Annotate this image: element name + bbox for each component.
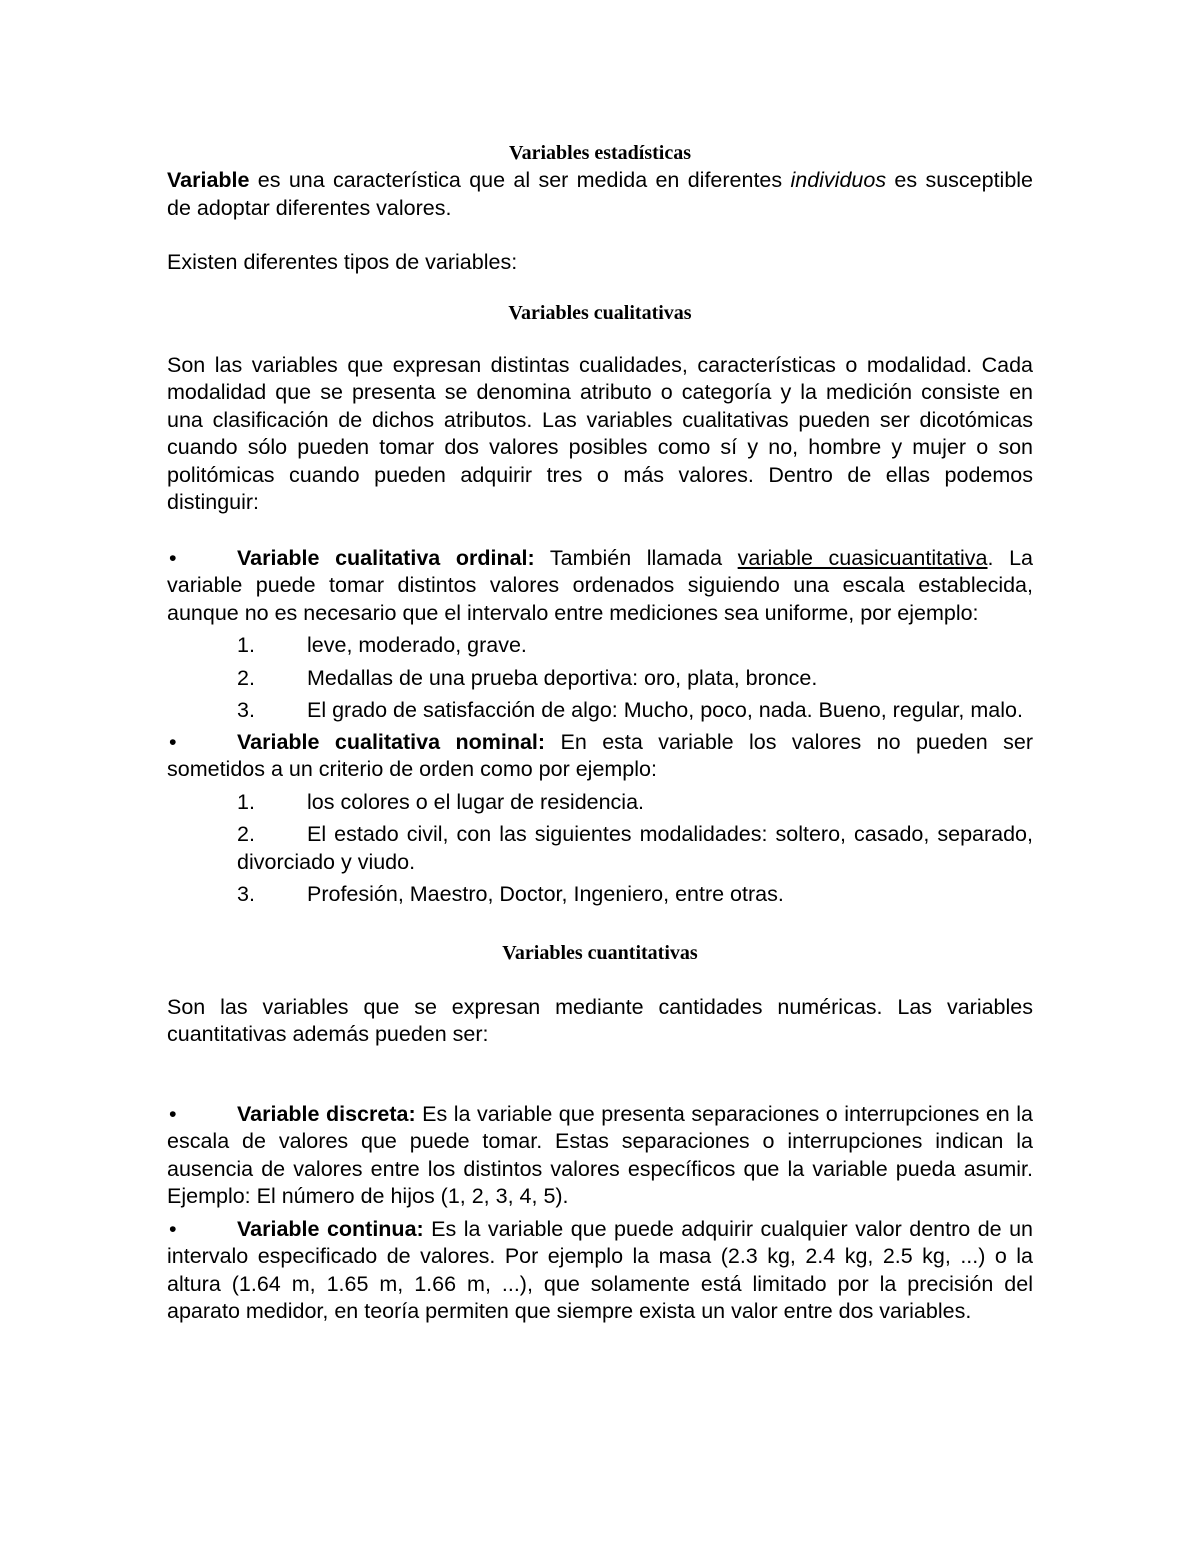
discrete-text: Es la variable que presenta separaciones o interrupciones en la escala de valores que puede tomar. Estas separaciones o interrupciones indican la ausencia de valores entre los distintos valores específicos que la variable pueda asumir. Ejemplo: El número de hijos (1, 2, 3, 4, 5).: [167, 1101, 1033, 1208]
continuous-text: Es la variable que puede adquirir cualquier valor dentro de un intervalo especificado de valores. Por ejemplo la masa (2.3 kg, 2.4 kg, 2.5 kg, ...) o la altura (1.64 m, 1.65 m, 1.66 m, ...), que solamente está limitado por la precisión del aparato medidor, en teoría permiten que siempre exista un valor entre dos variables.: [167, 1216, 1033, 1323]
list-number: 2.: [237, 665, 255, 690]
intro-text-1: es una característica que al ser medida en diferentes: [249, 168, 791, 192]
intro-italic: individuos: [790, 168, 887, 192]
document-page: [167, 0, 1033, 1326]
list-number: 3.: [237, 698, 255, 722]
list-text: El grado de satisfacción de algo: Mucho, poco, nada. Bueno, regular, malo.: [307, 698, 1023, 722]
discrete-term: Variable discreta:: [237, 1101, 416, 1126]
ordinal-example-1: [237, 632, 1033, 660]
bullet-symbol: •: [169, 1216, 177, 1241]
list-number: 1.: [237, 789, 255, 814]
list-number: 2.: [237, 822, 255, 846]
intro-text-2: es susceptible de adoptar diferentes valores.: [167, 168, 1034, 220]
intro-term: Variable: [167, 168, 250, 192]
types-intro: Existen diferentes tipos de variables:: [167, 250, 518, 274]
ordinal-example-3: [237, 697, 1033, 725]
bullet-symbol: •: [169, 1101, 177, 1126]
nominal-example-3: [237, 881, 1033, 909]
list-text: los colores o el lugar de residencia.: [307, 789, 645, 814]
intro-paragraph: [167, 167, 1033, 222]
nominal-example-1: [237, 789, 1033, 817]
ordinal-text-1: También llamada: [534, 545, 738, 570]
list-number: 1.: [237, 633, 255, 657]
bullet-continuous: [167, 1216, 1033, 1326]
list-text: Profesión, Maestro, Doctor, Ingeniero, entre otras.: [307, 882, 784, 906]
qualitative-paragraph: Son las variables que expresan distintas cualidades, características o modalidad. Cada modalidad que se presenta se denomina atributo o categoría y la medición consiste en una clasificación de dichos atributos. Las variables cualitativas pueden ser dicotómicas cuando sólo pueden tomar dos valores posibles como sí y no, hombre y mujer o son politómicas cuando pueden adquirir tres o más valores. Dentro de ellas podemos distinguir:: [167, 352, 1033, 514]
nominal-example-2: [237, 821, 1033, 876]
ordinal-example-2: [237, 665, 1033, 693]
list-text: leve, moderado, grave.: [307, 633, 527, 657]
list-text: Medallas de una prueba deportiva: oro, plata, bronce.: [307, 665, 818, 690]
list-text: El estado civil, con las siguientes modalidades: soltero, casado, separado, divorciado y viudo.: [237, 822, 1033, 874]
quantitative-heading: Variables cuantitativas: [502, 941, 698, 964]
ordinal-term: Variable cualitativa ordinal:: [237, 545, 535, 570]
bullet-discrete: [167, 1101, 1033, 1211]
bullet-symbol: •: [169, 729, 177, 754]
nominal-text: En esta variable los valores no pueden ser sometidos a un criterio de orden como por ejemplo:: [167, 729, 1033, 781]
bullet-ordinal: [167, 545, 1033, 628]
ordinal-text-2: . La variable puede tomar distintos valores ordenados siguiendo una escala establecida, aunque no es necesario que el intervalo entre mediciones sea uniforme, por ejemplo:: [167, 545, 1033, 625]
continuous-term: Variable continua:: [237, 1216, 424, 1241]
ordinal-underlined: variable cuasicuantitativa: [737, 545, 988, 570]
bullet-nominal: [167, 729, 1033, 784]
bullet-symbol: •: [169, 545, 177, 570]
qualitative-heading: Variables cualitativas: [508, 301, 692, 324]
quantitative-paragraph: Son las variables que se expresan mediante cantidades numéricas. Las variables cuantitativas además pueden ser:: [167, 994, 1033, 1046]
nominal-term: Variable cualitativa nominal:: [237, 729, 546, 754]
page-title: Variables estadísticas: [508, 142, 692, 164]
list-number: 3.: [237, 882, 255, 906]
